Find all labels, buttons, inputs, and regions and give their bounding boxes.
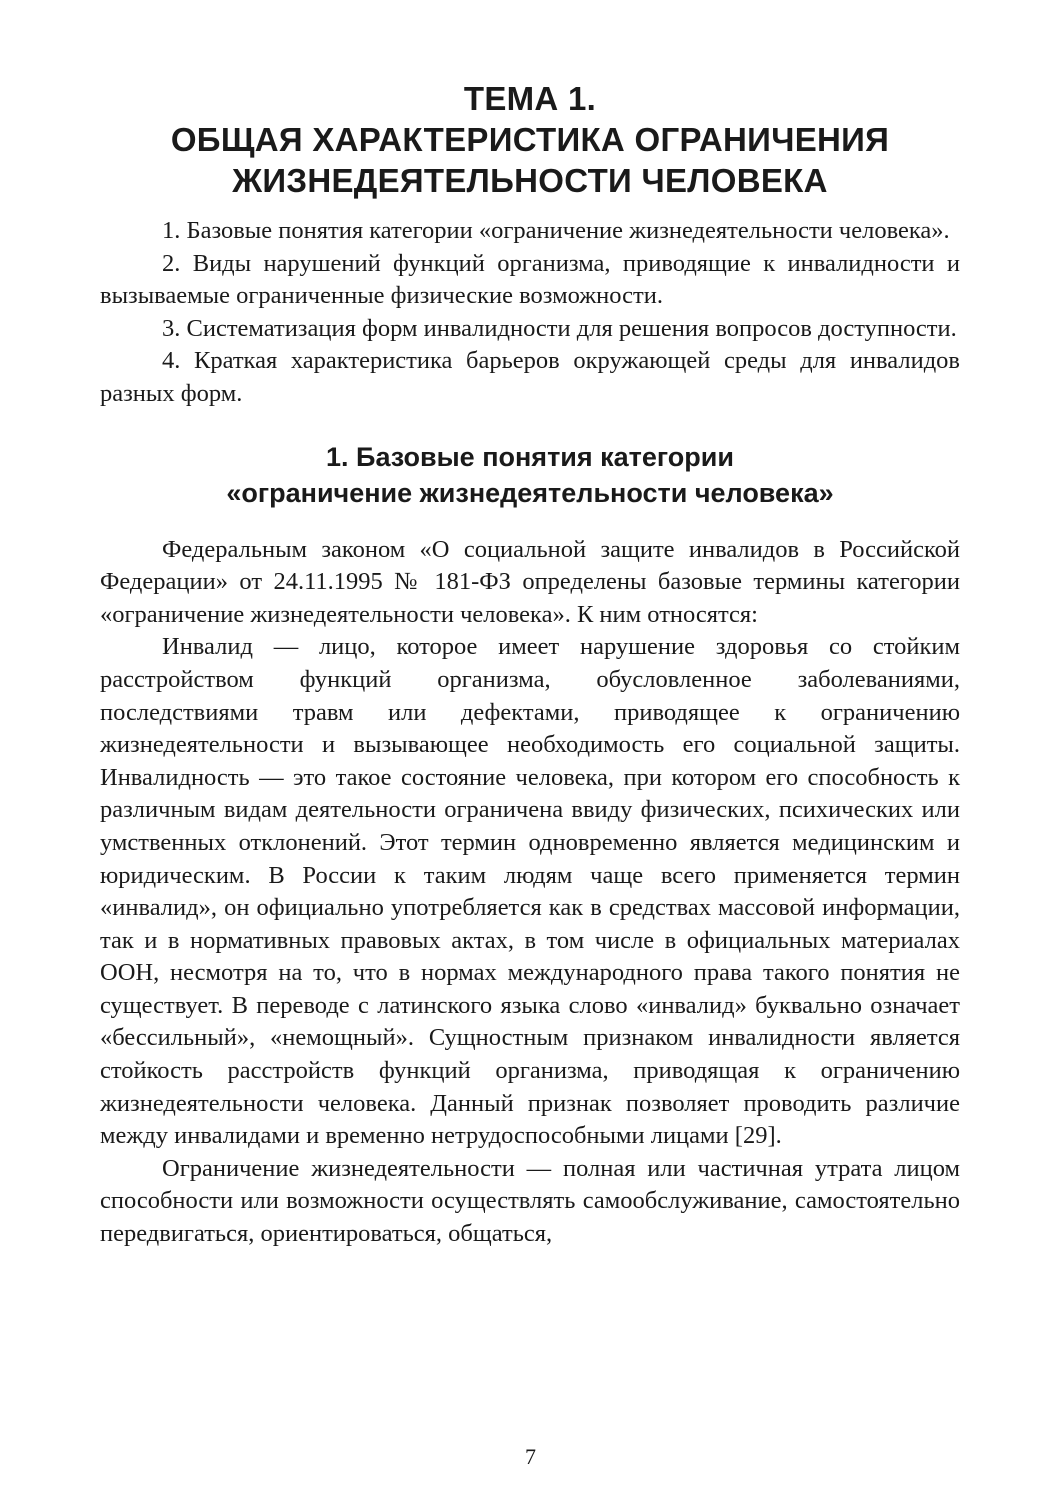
section-body [100,534,960,1251]
document-page [100,78,960,1251]
outline-item: 1. Базовые понятия категории «ограничение жизнедеятельности человека». [162,217,950,244]
outline-item: 4. Краткая характеристика барьеров окружающей среды для инвалидов разных форм. [100,347,960,407]
section-title-line: 1. Базовые понятия категории [326,441,734,472]
paragraph: Инвалид — лицо, которое имеет нарушение здоровья со стойким расстройством функций организма, обусловленное заболеваниями, последствиями травм или дефектами, приводящее к ограничению жизнедеятельности и вызывающее необходимость его социальной защиты. Инвалидность — это такое состояние человека, при котором его способность к различным видам деятельности ограничена ввиду физических, психических или умственных отклонений. Этот термин одновременно является медицинским и юридическим. В России к таким людям чаще всего применяется термин «инвалид», он официально употребляется как в средствах массовой информации, так и в нормативных правовых актах, в том числе в официальных материалах ООН, несмотря на то, что в нормах международного права такого понятия не существует. В переводе с латинского языка слово «инвалид» буквально означает «бессильный», «немощный». Сущностным признаком инвалидности является стойкость расстройств функций организма, приводящая к ограничению жизнедеятельности человека. Данный признак позволяет проводить различие между инвалидами и временно нетрудоспособными лицами [29]. [100,633,960,1150]
section-title-line: «ограничение жизнедеятельности человека» [226,477,834,508]
page-number: 7 [525,1444,536,1469]
chapter-title [100,78,960,201]
chapter-title-line: ЖИЗНЕДЕЯТЕЛЬНОСТИ ЧЕЛОВЕКА [232,162,828,199]
section-title [100,439,960,511]
chapter-outline [100,215,960,411]
paragraph: Федеральным законом «О социальной защите инвалидов в Российской Федерации» от 24.11.1995 № 181-ФЗ определены базовые термины категории «ограничение жизнедеятельности человека». К ним относятся: [100,535,960,628]
chapter-title-line: ТЕМА 1. [463,80,597,117]
chapter-title-line: ОБЩАЯ ХАРАКТЕРИСТИКА ОГРАНИЧЕНИЯ [170,121,890,158]
outline-item: 3. Систематизация форм инвалидности для решения вопросов доступности. [162,314,957,342]
outline-item: 2. Виды нарушений функций организма, приводящие к инвалидности и вызываемые ограниченные физические возможности. [100,249,960,310]
paragraph: Ограничение жизнедеятельности — полная или частичная утрата лицом способности или возможности осуществлять самообслуживание, самостоятельно передвигаться, ориентироваться, общаться, [100,1154,960,1248]
